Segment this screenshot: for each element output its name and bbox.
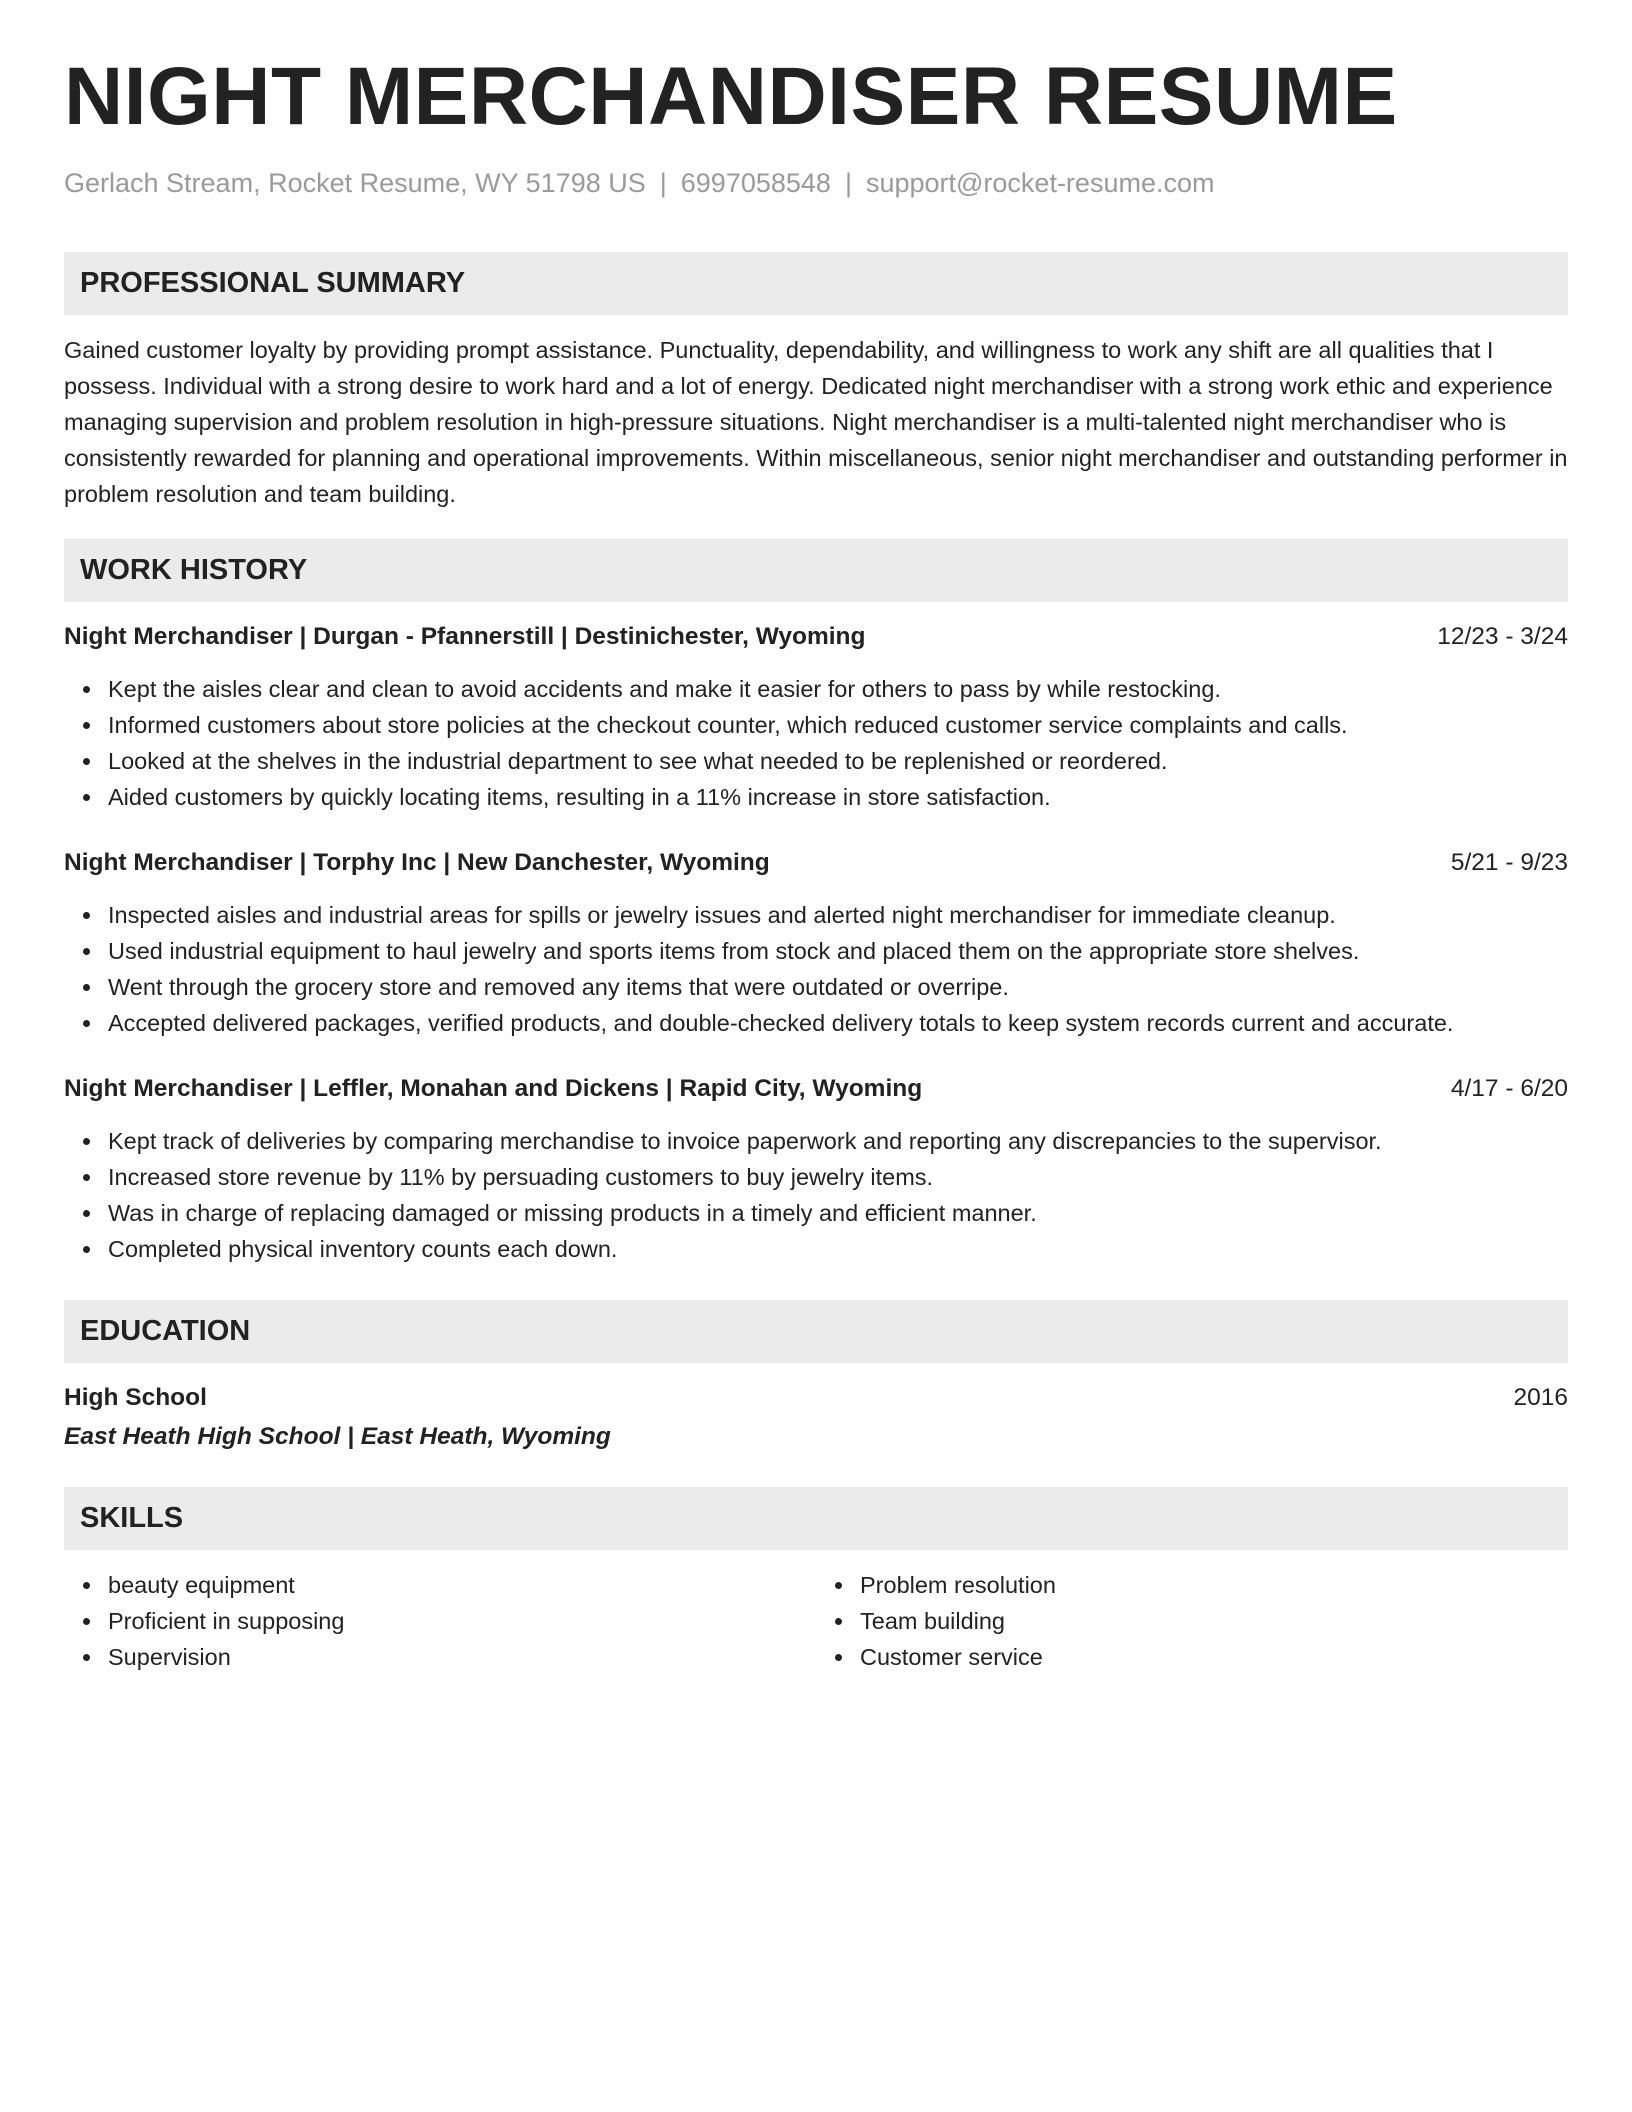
section-header-education: EDUCATION	[64, 1300, 1568, 1363]
job-bullet: Kept track of deliveries by comparing merchandise to invoice paperwork and reporting any discrepancies to the supervisor.	[108, 1123, 1568, 1159]
skills-column-1	[64, 1567, 816, 1675]
job-bullet: Looked at the shelves in the industrial department to see what needed to be replenished or reordered.	[108, 743, 1568, 779]
education-year: 2016	[1513, 1384, 1568, 1411]
job-bullet: Informed customers about store policies at the checkout counter, which reduced customer service complaints and calls.	[108, 707, 1568, 743]
education-school: East Heath High School | East Heath, Wyoming	[64, 1423, 611, 1450]
skill-item: beauty equipment	[108, 1567, 816, 1603]
summary-text: Gained customer loyalty by providing prompt assistance. Punctuality, dependability, and willingness to work any shift are all qualities that I possess. Individual with a strong desire to work hard and a lot of energy. Dedicated night merchandiser with a strong work ethic and experience managing supervision and problem resolution in high-pressure situations. Night merchandiser is a multi-talented night merchandiser who is consistently rewarded for planning and operational improvements. Within miscellaneous, senior night merchandiser and outstanding performer in problem resolution and team building.	[64, 337, 1568, 507]
job-bullets	[64, 897, 1568, 1041]
job-bullet: Accepted delivered packages, verified products, and double-checked delivery totals to keep system records current and accurate.	[108, 1005, 1568, 1041]
contact-line	[64, 168, 1568, 199]
job-bullet: Aided customers by quickly locating items, resulting in a 11% increase in store satisfaction.	[108, 779, 1568, 815]
job-entry	[64, 620, 1568, 815]
section-header-summary: PROFESSIONAL SUMMARY	[64, 252, 1568, 315]
job-bullets	[64, 1123, 1568, 1267]
education-entry	[64, 1381, 1568, 1454]
contact-phone: 6997058548	[680, 168, 831, 198]
job-title: Night Merchandiser | Torphy Inc | New Danchester, Wyoming	[64, 849, 770, 876]
section-header-work-history: WORK HISTORY	[64, 539, 1568, 602]
job-dates: 4/17 - 6/20	[1450, 1075, 1568, 1102]
skills-list	[64, 1567, 1568, 1675]
section-header-skills: SKILLS	[64, 1487, 1568, 1550]
job-header	[64, 620, 1568, 654]
job-entry	[64, 1072, 1568, 1267]
job-bullet: Went through the grocery store and removed any items that were outdated or overripe.	[108, 969, 1568, 1005]
job-bullet: Kept the aisles clear and clean to avoid accidents and make it easier for others to pass by while restocking.	[108, 671, 1568, 707]
contact-address: Gerlach Stream, Rocket Resume, WY 51798 US	[64, 168, 646, 198]
job-dates: 12/23 - 3/24	[1437, 623, 1568, 650]
skill-item: Supervision	[108, 1639, 816, 1675]
skill-item: Problem resolution	[860, 1567, 1568, 1603]
job-header	[64, 1072, 1568, 1106]
job-bullet: Was in charge of replacing damaged or missing products in a timely and efficient manner.	[108, 1195, 1568, 1231]
skill-item: Customer service	[860, 1639, 1568, 1675]
skill-item: Team building	[860, 1603, 1568, 1639]
contact-separator: |	[659, 168, 667, 198]
contact-email: support@rocket-resume.com	[865, 168, 1215, 198]
contact-separator: |	[844, 168, 852, 198]
job-title: Night Merchandiser | Leffler, Monahan and Dickens | Rapid City, Wyoming	[64, 1075, 923, 1102]
job-header	[64, 846, 1568, 880]
resume-title: NIGHT MERCHANDISER RESUME	[64, 51, 1398, 142]
education-degree: High School	[64, 1384, 207, 1411]
job-entry	[64, 846, 1568, 1041]
job-bullets	[64, 671, 1568, 815]
job-bullet: Increased store revenue by 11% by persuading customers to buy jewelry items.	[108, 1159, 1568, 1195]
job-bullet: Completed physical inventory counts each down.	[108, 1231, 1568, 1267]
job-bullet: Used industrial equipment to haul jewelry and sports items from stock and placed them on the appropriate store shelves.	[108, 933, 1568, 969]
job-title: Night Merchandiser | Durgan - Pfannerstill | Destinichester, Wyoming	[64, 623, 866, 650]
skill-item: Proficient in supposing	[108, 1603, 816, 1639]
education-header	[64, 1381, 1568, 1415]
skills-column-2	[816, 1567, 1568, 1675]
job-dates: 5/21 - 9/23	[1450, 849, 1568, 876]
job-bullet: Inspected aisles and industrial areas for spills or jewelry issues and alerted night merchandiser for immediate cleanup.	[108, 897, 1568, 933]
